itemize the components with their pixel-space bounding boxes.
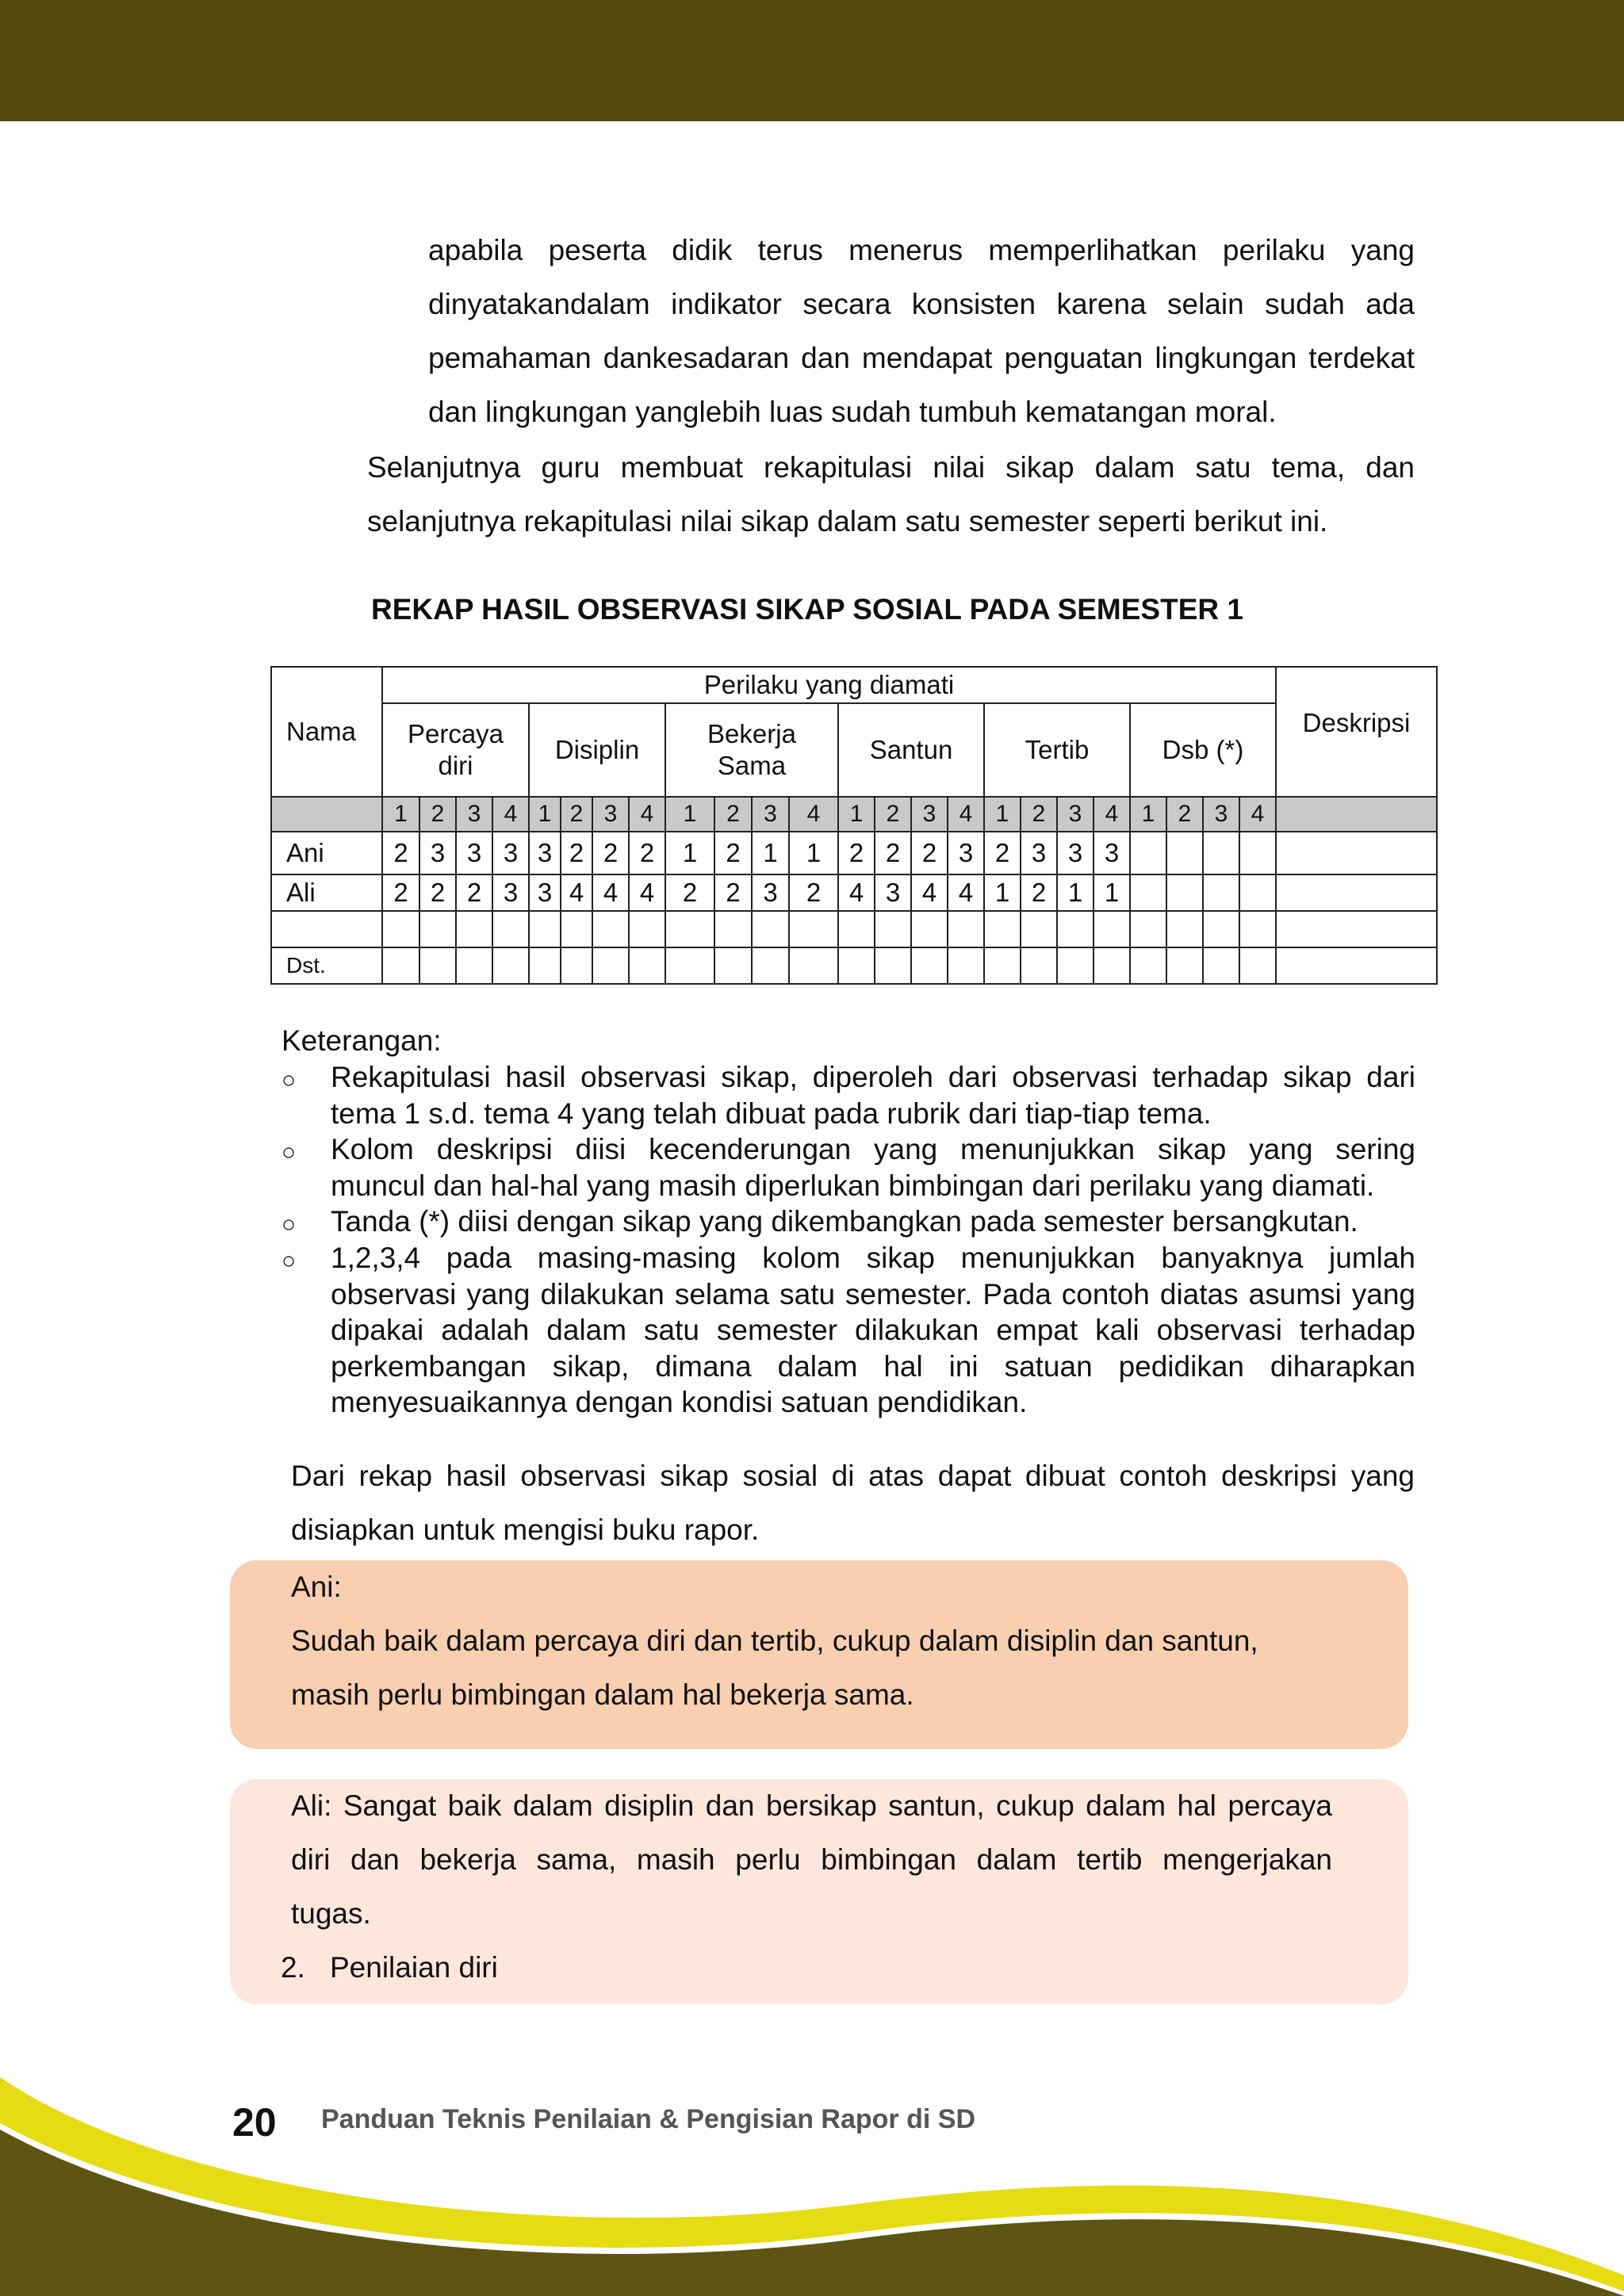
- student-name-cell: Ali: [271, 874, 382, 911]
- table-row: [271, 874, 1437, 911]
- score-cell: 2: [592, 832, 629, 874]
- score-cell: 2: [419, 874, 456, 911]
- score-cell: 2: [911, 832, 948, 874]
- note-line: menyesuaikannya dengan kondisi satuan pendidikan.: [331, 1386, 1028, 1419]
- attitude-header: Tertib: [984, 703, 1130, 797]
- obs-number: 3: [592, 797, 629, 832]
- score-cell: [1166, 874, 1203, 911]
- obs-number: 3: [911, 797, 948, 832]
- notes-title: Keterangan:: [282, 1024, 442, 1057]
- header-band: [0, 0, 1624, 121]
- obs-number: 2: [1166, 797, 1203, 832]
- score-cell: [592, 947, 629, 984]
- score-cell: [492, 911, 529, 947]
- obs-number: 4: [1239, 797, 1276, 832]
- score-cell: [875, 911, 911, 947]
- score-cell: [714, 911, 752, 947]
- score-cell: 3: [492, 874, 529, 911]
- score-cell: [419, 947, 456, 984]
- score-cell: [752, 947, 789, 984]
- score-cell: 3: [948, 832, 984, 874]
- table-title: REKAP HASIL OBSERVASI SIKAP SOSIAL PADA SEMESTER 1: [371, 593, 1243, 626]
- score-cell: [382, 911, 419, 947]
- obs-number: 4: [948, 797, 984, 832]
- score-cell: [1166, 911, 1203, 947]
- ani-label: Ani:: [291, 1571, 342, 1603]
- observation-number-row: [271, 797, 1437, 832]
- ali-line: tugas.: [291, 1897, 371, 1930]
- score-cell: 4: [592, 874, 629, 911]
- score-cell: 4: [629, 874, 665, 911]
- description-intro: [291, 1449, 1415, 1557]
- notes-list: [282, 1059, 1415, 1421]
- intro-line: pemahaman dankesadaran dan mendapat penguatan lingkungan terdekat: [428, 342, 1415, 374]
- score-cell: 3: [456, 832, 492, 874]
- ali-description: [291, 1779, 1332, 1941]
- obs-number: 2: [561, 797, 592, 832]
- intro-line: dan lingkungan yanglebih luas sudah tumbuh kematangan moral.: [428, 396, 1277, 428]
- score-cell: 4: [561, 874, 592, 911]
- circle-bullet-icon: ○: [282, 1067, 297, 1093]
- score-cell: [665, 911, 714, 947]
- description-cell: [1276, 911, 1437, 947]
- blank-cell: [1276, 797, 1437, 832]
- note-item: [282, 1059, 1415, 1131]
- recap-line: Selanjutnya guru membuat rekapitulasi nilai sikap dalam satu tema, dan: [367, 451, 1415, 484]
- score-cell: [1130, 874, 1166, 911]
- score-cell: 4: [911, 874, 948, 911]
- score-cell: [1203, 832, 1239, 874]
- description-cell: [1276, 947, 1437, 984]
- score-cell: [561, 911, 592, 947]
- obs-number: 1: [665, 797, 714, 832]
- score-cell: [1057, 947, 1094, 984]
- section-number: 2.: [281, 1951, 305, 1984]
- score-cell: [789, 911, 838, 947]
- student-name-cell: Dst.: [271, 947, 382, 984]
- score-cell: [789, 947, 838, 984]
- obs-number: 3: [456, 797, 492, 832]
- note-item: [282, 1131, 1415, 1203]
- score-cell: 1: [984, 874, 1021, 911]
- attitude-header: Dsb (*): [1130, 703, 1276, 797]
- score-cell: [1130, 911, 1166, 947]
- note-line: 1,2,3,4 pada masing-masing kolom sikap menunjukkan banyaknya jumlah: [331, 1241, 1415, 1274]
- score-cell: [456, 911, 492, 947]
- note-line: dipakai adalah dalam satu semester dilakukan empat kali observasi terhadap: [331, 1314, 1415, 1347]
- section-heading-penilaian-diri: [281, 1941, 498, 1995]
- score-cell: 1: [789, 832, 838, 874]
- score-cell: 2: [456, 874, 492, 911]
- obs-number: 2: [1021, 797, 1057, 832]
- obs-number: 4: [789, 797, 838, 832]
- score-cell: [1021, 947, 1057, 984]
- note-line: Rekapitulasi hasil observasi sikap, diperoleh dari observasi terhadap sikap dari: [331, 1061, 1415, 1093]
- ali-line: Ali: Sangat baik dalam disiplin dan bersikap santun, cukup dalam hal percaya: [291, 1789, 1332, 1822]
- score-cell: [838, 947, 875, 984]
- score-cell: [714, 947, 752, 984]
- observation-table: [270, 666, 1438, 985]
- obs-number: 3: [1203, 797, 1239, 832]
- score-cell: 3: [752, 874, 789, 911]
- table-row: [271, 947, 1437, 984]
- score-cell: [875, 947, 911, 984]
- ani-description: [291, 1614, 1393, 1722]
- score-cell: [838, 911, 875, 947]
- note-line: observasi yang dilakukan selama satu semester. Pada contoh diatas asumsi yang: [331, 1277, 1415, 1311]
- obs-number: 1: [984, 797, 1021, 832]
- score-cell: [665, 947, 714, 984]
- score-cell: 2: [561, 832, 592, 874]
- score-cell: [911, 911, 948, 947]
- intro-paragraph: [428, 224, 1415, 439]
- score-cell: [1239, 832, 1276, 874]
- page-number: 20: [232, 2100, 277, 2145]
- obs-number: 3: [752, 797, 789, 832]
- obs-number: 2: [419, 797, 456, 832]
- attitude-header: Percaya diri: [382, 703, 529, 797]
- score-cell: 3: [529, 874, 561, 911]
- name-header: Nama: [271, 667, 382, 797]
- score-cell: 3: [875, 874, 911, 911]
- footer-title: Panduan Teknis Penilaian & Pengisian Rapor di SD: [321, 2104, 975, 2134]
- circle-bullet-icon: ○: [282, 1211, 297, 1238]
- note-line: perkembangan sikap, dimana dalam hal ini satuan pedidikan diharapkan: [331, 1349, 1415, 1383]
- intro-line: dinyatakandalam indikator secara konsisten karena selain sudah ada: [428, 288, 1415, 320]
- score-cell: [1130, 947, 1166, 984]
- obs-number: 1: [1130, 797, 1166, 832]
- obs-number: 2: [875, 797, 911, 832]
- score-cell: 1: [1094, 874, 1130, 911]
- score-cell: [529, 911, 561, 947]
- score-cell: [752, 911, 789, 947]
- table-row: [271, 832, 1437, 874]
- score-cell: [629, 947, 665, 984]
- score-cell: [382, 947, 419, 984]
- score-cell: [1166, 947, 1203, 984]
- score-cell: [1057, 911, 1094, 947]
- score-cell: [1239, 911, 1276, 947]
- score-cell: [1239, 947, 1276, 984]
- recap-line: selanjutnya rekapitulasi nilai sikap dalam satu semester seperti berikut ini.: [367, 505, 1328, 538]
- obs-number: 2: [714, 797, 752, 832]
- obs-number: 1: [382, 797, 419, 832]
- attitude-header: Bekerja Sama: [665, 703, 838, 797]
- obs-number: 4: [492, 797, 529, 832]
- score-cell: 3: [419, 832, 456, 874]
- score-cell: [456, 947, 492, 984]
- obs-number: 1: [529, 797, 561, 832]
- obs-number: 4: [1094, 797, 1130, 832]
- score-cell: 2: [838, 832, 875, 874]
- note-item: [282, 1203, 1415, 1240]
- desc-intro-line: disiapkan untuk mengisi buku rapor.: [291, 1513, 760, 1546]
- score-cell: 2: [665, 874, 714, 911]
- circle-bullet-icon: ○: [282, 1247, 297, 1274]
- observed-header: Perilaku yang diamati: [382, 667, 1276, 703]
- description-header: Deskripsi: [1276, 667, 1437, 797]
- intro-line: apabila peserta didik terus menerus memperlihatkan perilaku yang: [428, 234, 1415, 266]
- circle-bullet-icon: ○: [282, 1139, 297, 1166]
- obs-number: 1: [838, 797, 875, 832]
- score-cell: [492, 947, 529, 984]
- score-cell: [561, 947, 592, 984]
- score-cell: [1203, 947, 1239, 984]
- score-cell: [529, 947, 561, 984]
- description-cell: [1276, 874, 1437, 911]
- table-row: [271, 911, 1437, 947]
- score-cell: [1094, 911, 1130, 947]
- score-cell: [1094, 947, 1130, 984]
- score-cell: 2: [875, 832, 911, 874]
- score-cell: 2: [789, 874, 838, 911]
- ali-line: diri dan bekerja sama, masih perlu bimbingan dalam tertib mengerjakan: [291, 1843, 1332, 1876]
- score-cell: [948, 911, 984, 947]
- recap-paragraph: [367, 441, 1415, 549]
- note-line: tema 1 s.d. tema 4 yang telah dibuat pada rubrik dari tiap-tiap tema.: [331, 1096, 1212, 1130]
- note-line: Tanda (*) diisi dengan sikap yang dikembangkan pada semester bersangkutan.: [331, 1205, 1358, 1238]
- score-cell: 2: [382, 874, 419, 911]
- score-cell: [1166, 832, 1203, 874]
- blank-cell: [271, 797, 382, 832]
- obs-number: 3: [1057, 797, 1094, 832]
- score-cell: 2: [382, 832, 419, 874]
- obs-number: 4: [629, 797, 665, 832]
- desc-intro-line: Dari rekap hasil observasi sikap sosial di atas dapat dibuat contoh deskripsi yang: [291, 1460, 1415, 1492]
- score-cell: 3: [1094, 832, 1130, 874]
- score-cell: [592, 911, 629, 947]
- note-line: Kolom deskripsi diisi kecenderungan yang menunjukkan sikap yang sering: [331, 1133, 1415, 1166]
- ani-description-box: [230, 1560, 1408, 1749]
- student-name-cell: [271, 911, 382, 947]
- note-line: muncul dan hal-hal yang masih diperlukan bimbingan dari perilaku yang diamati.: [331, 1169, 1375, 1202]
- table-body: [271, 832, 1437, 984]
- attitude-header: Santun: [838, 703, 984, 797]
- student-name-cell: Ani: [271, 832, 382, 874]
- score-cell: [1239, 874, 1276, 911]
- section-title: Penilaian diri: [330, 1951, 498, 1984]
- score-cell: 2: [984, 832, 1021, 874]
- score-cell: [1203, 911, 1239, 947]
- score-cell: [629, 911, 665, 947]
- score-cell: [948, 947, 984, 984]
- score-cell: 2: [629, 832, 665, 874]
- attitude-header: Disiplin: [529, 703, 665, 797]
- score-cell: [419, 911, 456, 947]
- ani-line: masih perlu bimbingan dalam hal bekerja sama.: [291, 1678, 914, 1711]
- score-cell: 1: [1057, 874, 1094, 911]
- ali-description-box: [230, 1779, 1408, 2004]
- score-cell: [1021, 911, 1057, 947]
- score-cell: 3: [492, 832, 529, 874]
- score-cell: 3: [1021, 832, 1057, 874]
- note-item: [282, 1240, 1415, 1421]
- score-cell: 3: [529, 832, 561, 874]
- score-cell: 3: [1057, 832, 1094, 874]
- score-cell: 1: [752, 832, 789, 874]
- score-cell: 4: [838, 874, 875, 911]
- score-cell: 2: [1021, 874, 1057, 911]
- score-cell: [984, 947, 1021, 984]
- description-cell: [1276, 832, 1437, 874]
- score-cell: 4: [948, 874, 984, 911]
- score-cell: 2: [714, 832, 752, 874]
- ani-line: Sudah baik dalam percaya diri dan tertib, cukup dalam disiplin dan santun,: [291, 1624, 1258, 1657]
- score-cell: 1: [665, 832, 714, 874]
- score-cell: 2: [714, 874, 752, 911]
- score-cell: [984, 911, 1021, 947]
- score-cell: [911, 947, 948, 984]
- score-cell: [1130, 832, 1166, 874]
- score-cell: [1203, 874, 1239, 911]
